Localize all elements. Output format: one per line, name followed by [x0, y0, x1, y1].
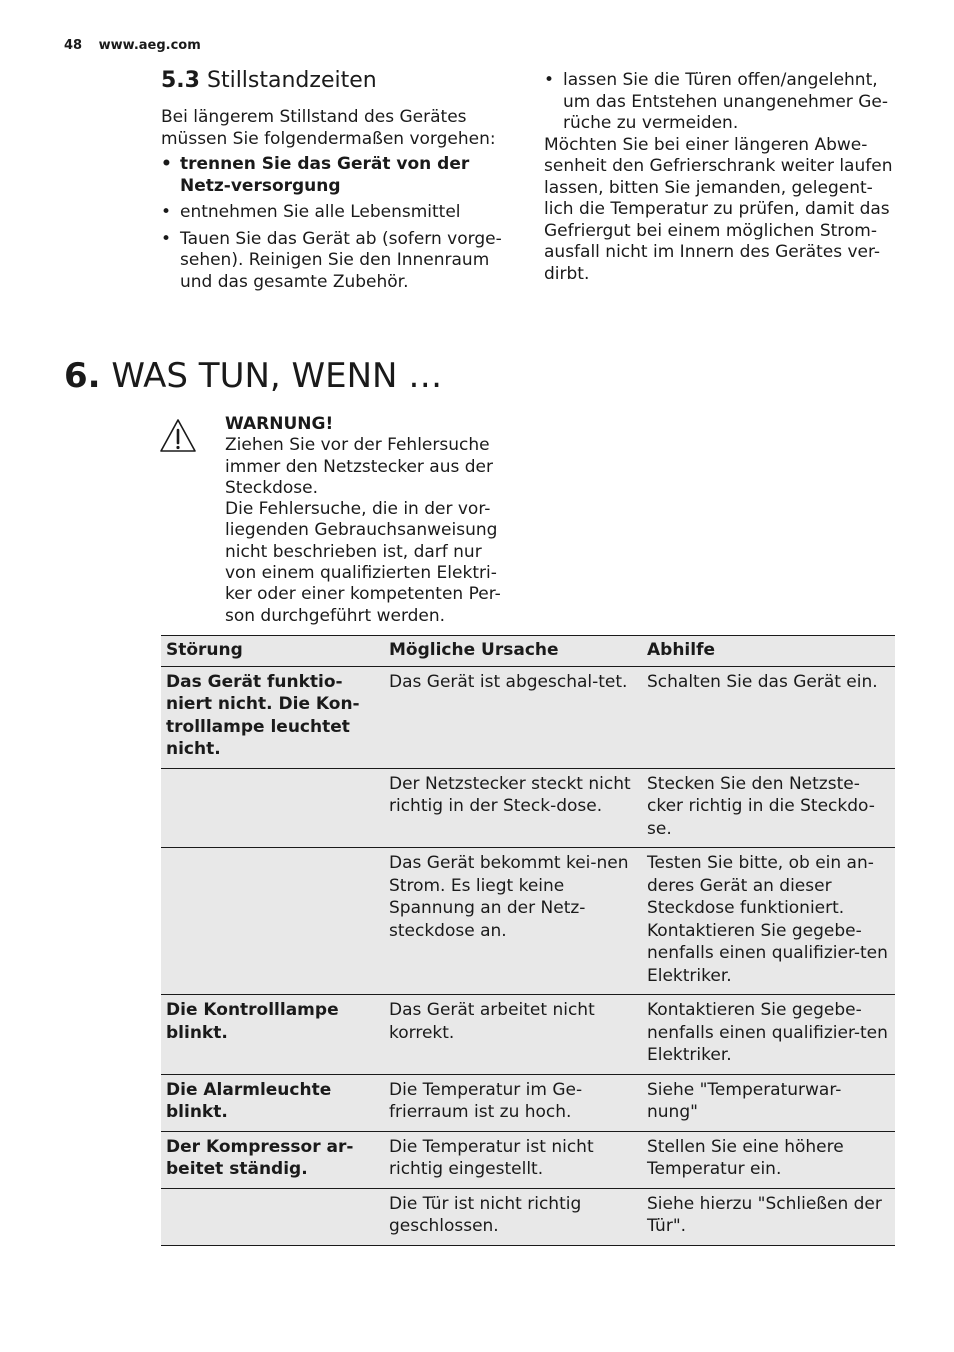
fault-cell: Das Gerät funktio-niert nicht. Die Kon-trolllampe leuchtet nicht. [161, 666, 379, 768]
cause-cell: Das Gerät arbeitet nicht korrekt. [379, 995, 637, 1075]
section-5-3-left-column [161, 68, 521, 298]
table-row [161, 848, 895, 995]
fault-cell: Der Kompressor ar-beitet ständig. [161, 1131, 379, 1188]
chapter-title [64, 356, 442, 396]
column-header-remedy: Abhilfe [637, 636, 895, 667]
chapter-title-text: WAS TUN, WENN … [111, 356, 443, 396]
table-row [161, 995, 895, 1075]
cause-cell: Das Gerät ist abgeschal-tet. [379, 666, 637, 768]
remedy-cell: Testen Sie bitte, ob ein an-deres Gerät an dieser Steckdose funktioniert. Kontaktieren Sie gegebe-nenfalls einen qualifizier-ten Elektriker. [637, 848, 895, 995]
warning-title: WARNUNG! [225, 414, 334, 434]
chapter-number: 6. [64, 356, 101, 396]
fault-cell [161, 1188, 379, 1245]
fault-cell [161, 768, 379, 848]
remedy-cell: Schalten Sie das Gerät ein. [637, 666, 895, 768]
table-row [161, 768, 895, 848]
list-item: • lassen Sie die Türen offen/angelehnt, um das Entstehen unangenehmer Ge-rüche zu vermeiden. [544, 70, 899, 135]
table-header-row [161, 636, 895, 667]
cause-cell: Die Temperatur ist nicht richtig eingestellt. [379, 1131, 637, 1188]
troubleshooting-table [161, 635, 895, 1246]
remedy-cell: Stellen Sie eine höhere Temperatur ein. [637, 1131, 895, 1188]
cause-cell: Die Tür ist nicht richtig geschlossen. [379, 1188, 637, 1245]
remedy-cell: Siehe "Temperaturwar-nung" [637, 1074, 895, 1131]
warning-text-2: Die Fehlersuche, die in der vor-liegenden Gebrauchsanweisung nicht beschrieben ist, darf nur von einem qualifizierten Elektri-ker oder einer kompetenten Per-son durchgeführt werden. [225, 499, 501, 626]
section-title [161, 68, 521, 93]
section-title-text: Stillstandzeiten [206, 68, 377, 93]
section-number: 5.3 [161, 68, 200, 93]
section-intro: Bei längerem Stillstand des Gerätes müssen Sie folgendermaßen vorgehen: [161, 107, 496, 149]
list-item: • entnehmen Sie alle Lebensmittel [161, 202, 521, 224]
website-link[interactable]: www.aeg.com [98, 38, 201, 53]
list-item: • trennen Sie das Gerät von der Netz-versorgung [161, 154, 521, 197]
page-number: 48 [64, 38, 83, 53]
fault-cell [161, 848, 379, 995]
warning-text-1: Ziehen Sie vor der Fehlersuche immer den Netzstecker aus der Steckdose. [225, 435, 493, 498]
remedy-cell: Kontaktieren Sie gegebe-nenfalls einen qualifizier-ten Elektriker. [637, 995, 895, 1075]
remedy-cell: Siehe hierzu "Schließen der Tür". [637, 1188, 895, 1245]
list-item: • Tauen Sie das Gerät ab (sofern vorge-sehen). Reinigen Sie den Innenraum und das gesamte Zubehör. [161, 229, 521, 294]
cause-cell: Die Temperatur im Ge-frierraum ist zu hoch. [379, 1074, 637, 1131]
absence-note: Möchten Sie bei einer längeren Abwe-senheit den Gefrierschrank weiter laufen lassen, bitten Sie jemanden, gelegent-lich die Temperatur zu prüfen, damit das Gefriergut bei einem möglichen Strom-ausfall nicht im Innern des Gerätes ver-dirbt. [544, 134, 893, 284]
table-row [161, 1131, 895, 1188]
table-row [161, 1074, 895, 1131]
cause-cell: Das Gerät bekommt kei-nen Strom. Es liegt keine Spannung an der Netz-steckdose an. [379, 848, 637, 995]
table-row [161, 666, 895, 768]
column-header-fault: Störung [161, 636, 379, 667]
bullet-list [544, 70, 899, 135]
column-header-cause: Mögliche Ursache [379, 636, 637, 667]
warning-triangle-icon [158, 417, 198, 455]
section-5-3-right-column [544, 70, 899, 285]
cause-cell: Der Netzstecker steckt nicht richtig in der Steck-dose. [379, 768, 637, 848]
remedy-cell: Stecken Sie den Netzste-cker richtig in die Steckdo-se. [637, 768, 895, 848]
page-header [64, 38, 201, 53]
warning-box [225, 414, 515, 627]
bullet-list [161, 154, 521, 293]
table-row [161, 1188, 895, 1245]
fault-cell: Die Alarmleuchte blinkt. [161, 1074, 379, 1131]
fault-cell: Die Kontrolllampe blinkt. [161, 995, 379, 1075]
